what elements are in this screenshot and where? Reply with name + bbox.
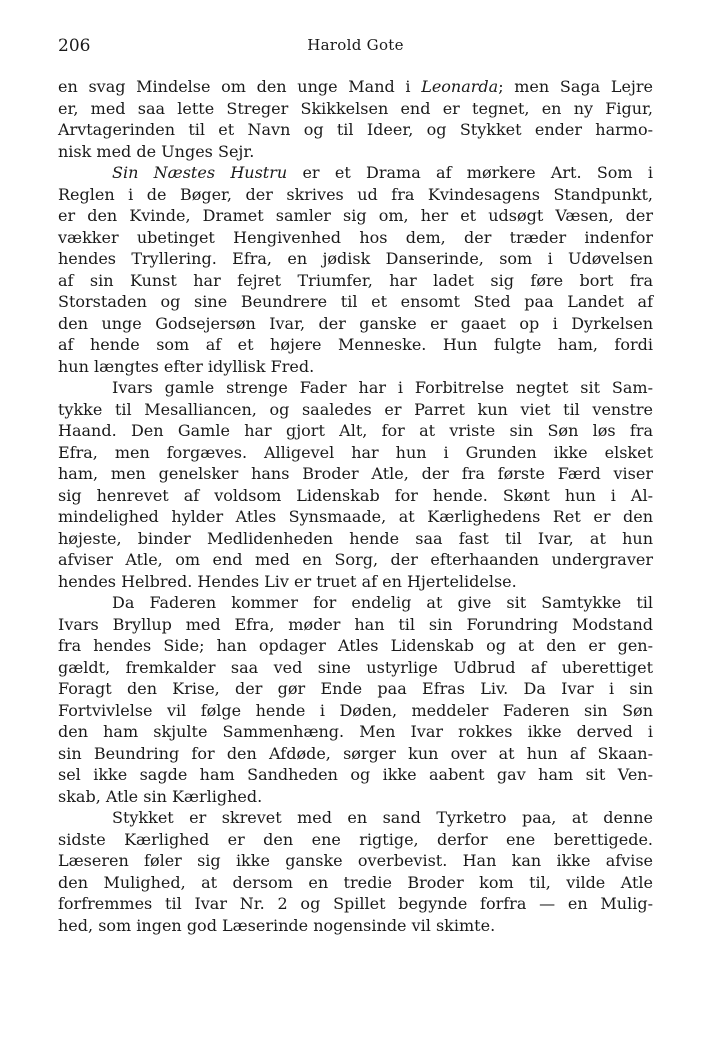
text-segment: ; men Saga Lejre xyxy=(498,77,654,96)
text-line xyxy=(58,678,653,700)
text-segment: forfremmes til Ivar Nr. 2 og Spillet begynde forfra — en Mulig- xyxy=(58,894,653,913)
text-line xyxy=(58,119,653,141)
text-segment: Reglen i de Bøger, der skrives ud fra Kvindesagens Standpunkt, xyxy=(58,184,653,204)
text-segment: Stykket er skrevet med en sand Tyrketro paa, at denne xyxy=(112,808,653,827)
text-line xyxy=(58,485,653,507)
text-line xyxy=(58,76,653,98)
page-number: 206 xyxy=(58,36,91,56)
text-line xyxy=(58,442,653,464)
text-line xyxy=(58,571,653,593)
text-segment: Storstaden og sine Beundrere til et ensomt Sted paa Landet af xyxy=(58,292,653,311)
text-segment: er den Kvinde, Dramet samler sig om, her et udsøgt Væsen, der xyxy=(58,206,653,225)
text-segment: sin Beundring for den Afdøde, sørger kun over at hun af Skaan- xyxy=(58,743,653,763)
text-segment: sig henrevet af voldsom Lidenskab for hende. Skønt hun i Al- xyxy=(58,485,653,505)
text-line xyxy=(58,850,653,872)
text-line xyxy=(58,291,653,313)
text-segment: den ham skjulte Sammenhæng. Men Ivar rokkes ikke derved i xyxy=(58,722,653,741)
text-line xyxy=(58,786,653,808)
text-segment: afviser Atle, om end med en Sorg, der efterhaanden undergraver xyxy=(58,550,653,569)
text-line xyxy=(58,528,653,550)
text-line xyxy=(58,829,653,851)
text-segment: nisk med de Unges Sejr. xyxy=(58,141,255,161)
page-header xyxy=(58,36,653,58)
text-segment: er et Drama af mørkere Art. Som i xyxy=(287,163,653,182)
text-segment: Ivars Bryllup med Efra, møder han til sin Forundring Modstand xyxy=(58,614,653,634)
text-line xyxy=(58,184,653,206)
text-segment: Haand. Den Gamle har gjort Alt, for at vriste sin Søn løs fra xyxy=(58,421,653,440)
text-line xyxy=(58,420,653,442)
text-segment: hed, som ingen god Læserinde nogensinde vil skimte. xyxy=(58,915,496,935)
text-segment: af sin Kunst har fejret Triumfer, har ladet sig føre bort fra xyxy=(58,270,653,290)
text-line xyxy=(58,915,653,937)
text-line xyxy=(58,743,653,765)
text-segment: gældt, fremkalder saa ved sine ustyrlige Udbrud af uberettiget xyxy=(58,657,653,677)
text-segment: den Mulighed, at dersom en tredie Broder kom til, vilde Atle xyxy=(58,872,653,892)
text-line xyxy=(58,549,653,571)
text-line xyxy=(58,592,653,614)
text-segment: vækker ubetinget Hengivenhed hos dem, der træder indenfor xyxy=(58,227,653,247)
text-line xyxy=(58,399,653,421)
text-line xyxy=(58,205,653,227)
text-line xyxy=(58,614,653,636)
text-line xyxy=(58,872,653,894)
text-line xyxy=(58,463,653,485)
text-segment: mindelighed hylder Atles Synsmaade, at Kærlighedens Ret er den xyxy=(58,507,653,526)
text-line xyxy=(58,807,653,829)
text-line xyxy=(58,893,653,915)
italic-title: Sin Næstes Hustru xyxy=(112,163,288,182)
text-line xyxy=(58,635,653,657)
text-segment: af hende som af et højere Menneske. Hun fulgte ham, fordi xyxy=(58,335,653,354)
text-segment: Fortvivlelse vil følge hende i Døden, meddeler Faderen sin Søn xyxy=(58,700,653,720)
text-line xyxy=(58,657,653,679)
text-line xyxy=(58,721,653,743)
text-segment: Læseren føler sig ikke ganske overbevist. Han kan ikke afvise xyxy=(58,851,653,870)
text-segment: en svag Mindelse om den unge Mand i xyxy=(58,77,422,96)
text-segment: fra hendes Side; han opdager Atles Lidenskab og at den er gen- xyxy=(58,636,653,655)
text-segment: Efra, men forgæves. Alligevel har hun i Grunden ikke elsket xyxy=(58,442,653,462)
text-line xyxy=(58,377,653,399)
text-line xyxy=(58,248,653,270)
text-line xyxy=(58,506,653,528)
text-segment: tykke til Mesalliancen, og saaledes er Parret kun viet til venstre xyxy=(58,399,653,419)
text-segment: den unge Godsejersøn Ivar, der ganske er gaaet op i Dyrkelsen xyxy=(58,313,653,333)
text-line xyxy=(58,334,653,356)
text-line xyxy=(58,356,653,378)
text-segment: hendes Helbred. Hendes Liv er truet af en Hjertelidelse. xyxy=(58,571,517,591)
text-line xyxy=(58,227,653,249)
text-segment: højeste, binder Medlidenheden hende saa fast til Ivar, at hun xyxy=(58,528,653,548)
text-segment: Ivars gamle strenge Fader har i Forbitrelse negtet sit Sam- xyxy=(112,378,653,397)
text-line xyxy=(58,162,653,184)
text-segment: Arvtagerinden til et Navn og til Ideer, og Stykket ender harmo- xyxy=(58,120,653,139)
text-line xyxy=(58,700,653,722)
text-segment: er, med saa lette Streger Skikkelsen end er tegnet, en ny Figur, xyxy=(58,98,653,118)
text-segment: hendes Tryllering. Efra, en jødisk Danserinde, som i Udøvelsen xyxy=(58,249,653,268)
text-segment: sidste Kærlighed er den ene rigtige, derfor ene berettigede. xyxy=(58,829,653,849)
text-line xyxy=(58,313,653,335)
text-line xyxy=(58,764,653,786)
text-segment: Da Faderen kommer for endelig at give sit Samtykke til xyxy=(112,593,653,612)
text-line xyxy=(58,270,653,292)
text-segment: Foragt den Krise, der gør Ende paa Efras Liv. Da Ivar i sin xyxy=(58,679,653,698)
text-segment: skab, Atle sin Kærlighed. xyxy=(58,786,263,806)
italic-title: Leonarda xyxy=(421,77,499,96)
running-title: Harold Gote xyxy=(307,36,404,54)
text-segment: ham, men genelsker hans Broder Atle, der fra første Færd viser xyxy=(58,464,653,483)
body-text xyxy=(58,76,653,936)
text-segment: hun længtes efter idyllisk Fred. xyxy=(58,356,315,376)
text-segment: sel ikke sagde ham Sandheden og ikke aabent gav ham sit Ven- xyxy=(58,765,653,784)
text-line xyxy=(58,141,653,163)
text-line xyxy=(58,98,653,120)
